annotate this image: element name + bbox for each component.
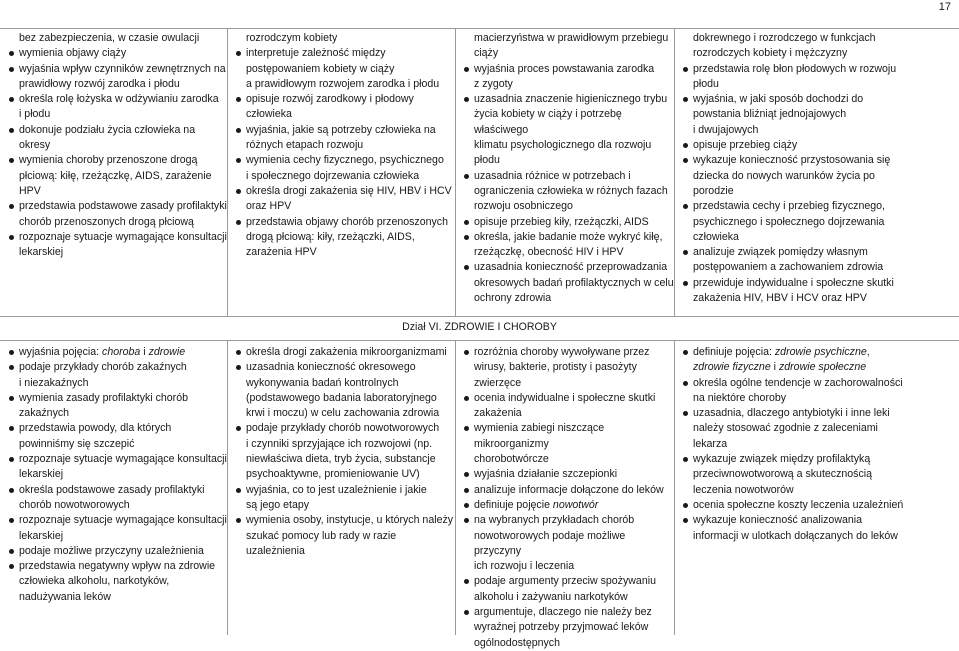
top-list <box>228 29 455 260</box>
list-item-continuation <box>5 498 227 513</box>
top-list <box>0 29 227 260</box>
list-item-continuation <box>679 123 959 138</box>
list-item-continuation <box>232 406 455 421</box>
item-text: określa ogólne tendencje w zachorowalności <box>693 376 903 389</box>
italic-term: zdrowie psychiczne <box>774 346 867 358</box>
item-text: oraz HPV <box>246 200 292 213</box>
bottom-list <box>456 341 674 651</box>
list-item <box>5 360 227 375</box>
item-text: zakażenia <box>474 407 522 420</box>
list-item <box>679 513 959 528</box>
item-text: wyjaśnia pojęcia: <box>19 346 103 358</box>
list-item-continuation <box>460 291 674 306</box>
list-item-continuation <box>679 391 959 406</box>
item-text: życia kobiety w ciąży i potrzebę właściwego <box>474 108 622 136</box>
item-text: nowotworowych podaje możliwe przyczyny <box>474 529 626 557</box>
item-text: wymienia cechy fizycznego, psychicznego <box>246 154 444 167</box>
list-item-continuation <box>679 291 959 306</box>
item-text: prawidłowy rozwój zarodka i płodu <box>19 77 180 90</box>
list-item-continuation <box>5 31 227 46</box>
bottom-list <box>0 341 227 605</box>
list-item-continuation <box>5 437 227 452</box>
item-text: rozróżnia choroby wywoływane przez <box>474 346 650 358</box>
item-text: porodzie <box>693 184 734 197</box>
item-text: i czynniki sprzyjające ich rozwojowi (np. <box>246 437 433 450</box>
list-item <box>679 498 959 513</box>
italic-term: nowotwór <box>552 498 599 511</box>
list-item-continuation <box>5 590 227 605</box>
list-item-continuation <box>460 559 674 574</box>
list-item <box>679 153 959 168</box>
list-item-continuation <box>5 184 227 199</box>
item-text: rozrodczych kobiety i mężczyzny <box>693 47 848 60</box>
page-number: 17 <box>938 1 951 13</box>
item-text: na niektóre choroby <box>693 391 787 404</box>
list-item-continuation <box>679 437 959 452</box>
list-item-continuation <box>5 529 227 544</box>
list-item <box>460 169 674 184</box>
item-text: bez zabezpieczenia, w czasie owulacji <box>19 32 200 44</box>
list-item <box>460 483 674 498</box>
item-text: wykonywania badań kontrolnych <box>246 376 399 389</box>
list-item-continuation <box>460 77 674 92</box>
list-item <box>679 92 959 107</box>
list-item-continuation <box>232 452 455 467</box>
list-item-continuation <box>232 77 455 92</box>
list-item <box>232 92 455 107</box>
item-text: wyjaśnia, w jaki sposób dochodzi do <box>693 93 864 106</box>
item-text: ograniczenia człowieka w różnych fazach <box>474 184 668 197</box>
list-item <box>232 483 455 498</box>
item-text: zakaźnych <box>19 407 70 420</box>
list-item <box>232 421 455 436</box>
list-item <box>460 574 674 589</box>
item-text: wyraźnej potrzeby przyjmować leków <box>474 621 649 634</box>
list-item <box>5 46 227 61</box>
item-text: wymienia zasady profilaktyki chorób <box>19 391 188 404</box>
italic-term: choroba <box>102 346 141 358</box>
list-item-continuation <box>232 245 455 260</box>
list-item-continuation <box>5 467 227 482</box>
bottom-list <box>675 341 959 544</box>
item-text: uzasadnia różnice w potrzebach i <box>474 169 631 182</box>
list-item-continuation <box>679 169 959 184</box>
item-text: wyjaśnia, jakie są potrzeby człowieka na <box>246 123 436 136</box>
item-text: analizuje informacje dołączone do leków <box>474 483 664 496</box>
section-divider-top <box>0 316 959 317</box>
item-text: przedstawia negatywny wpływ na zdrowie <box>19 560 216 573</box>
item-text: należy stosować zgodnie z zaleceniami <box>693 422 878 435</box>
bottom-column-4 <box>674 341 959 635</box>
list-item <box>679 376 959 391</box>
list-item-continuation <box>679 483 959 498</box>
list-item <box>232 123 455 138</box>
item-text: nadużywania leków <box>19 590 111 603</box>
item-text: opisuje przebieg kiły, rzeżączki, AIDS <box>474 215 649 228</box>
item-text: płodu <box>474 154 500 167</box>
item-text: postępowaniem kobiety w ciąży <box>246 62 395 75</box>
item-text: płciową: kiłę, rzeżączkę, AIDS, zarażenie <box>19 169 212 182</box>
list-item <box>232 46 455 61</box>
item-text: płodu <box>693 77 719 90</box>
item-text: psychicznego i społecznego dojrzewania <box>693 215 885 228</box>
list-item-continuation <box>460 529 674 560</box>
item-text: wymienia zabiegi niszczące mikroorganizmy <box>474 422 605 450</box>
list-item-continuation <box>460 620 674 635</box>
top-column-1 <box>0 29 227 317</box>
list-item <box>679 406 959 421</box>
item-text: dziecka do nowych warunków życia po <box>693 169 875 182</box>
item-text: powstania bliźniąt jednojajowych <box>693 108 847 121</box>
item-text: podaje przykłady chorób nowotworowych <box>246 422 440 435</box>
item-text: informacji w ulotkach dołączanych do leków <box>693 529 898 542</box>
item-text: interpretuje zależność między <box>246 47 386 60</box>
item-text: przewiduje indywidualne i społeczne skutki <box>693 276 894 289</box>
list-item-continuation <box>232 199 455 214</box>
item-text: ochrony zdrowia <box>474 292 552 305</box>
item-text: z zygoty <box>474 77 513 90</box>
item-text: rozwoju osobniczego <box>474 200 573 213</box>
item-text: lekarza <box>693 437 728 450</box>
item-text: uzasadnia konieczność okresowego <box>246 361 416 374</box>
list-item <box>5 391 227 406</box>
item-text: opisuje rozwój zarodkowy i płodowy <box>246 93 414 106</box>
item-text: drogą płciową: kiły, rzeżączki, AIDS, <box>246 230 415 243</box>
list-item-continuation <box>232 169 455 184</box>
list-item-continuation <box>460 276 674 291</box>
list-item-continuation <box>232 529 455 544</box>
item-text: wymienia choroby przenoszone drogą <box>19 154 198 167</box>
item-text: przedstawia powody, dla których <box>19 422 172 435</box>
list-item <box>5 230 227 245</box>
list-item <box>5 452 227 467</box>
bottom-column-2 <box>227 341 455 635</box>
item-text: przedstawia podstawowe zasady profilaktyki <box>19 200 227 213</box>
list-item-continuation <box>5 574 227 589</box>
item-text: określa drogi zakażenia mikroorganizmami <box>246 346 447 358</box>
list-item <box>460 92 674 107</box>
list-item <box>460 605 674 620</box>
top-list <box>675 29 959 306</box>
list-item <box>679 199 959 214</box>
list-item-continuation <box>460 360 674 375</box>
item-text: rzeżączkę, obecność HIV i HPV <box>474 246 624 259</box>
list-item-continuation <box>679 230 959 245</box>
list-item-continuation <box>460 138 674 153</box>
list-item <box>460 421 674 452</box>
list-item-continuation <box>679 107 959 122</box>
item-text: wyjaśnia wpływ czynników zewnętrznych na <box>19 62 226 75</box>
list-item-continuation <box>460 199 674 214</box>
list-item-continuation <box>232 376 455 391</box>
list-item-continuation <box>460 46 674 61</box>
list-item-continuation <box>5 77 227 92</box>
list-item <box>460 62 674 77</box>
list-item <box>5 153 227 168</box>
item-text: są jego etapy <box>246 498 310 511</box>
item-text: i płodu <box>19 108 51 121</box>
item-text: zakażenia HIV, HBV i HCV oraz HPV <box>693 292 867 305</box>
item-text: rozpoznaje sytuacje wymagające konsultacji <box>19 453 227 466</box>
list-item-continuation <box>5 245 227 260</box>
item-text: i <box>140 346 149 358</box>
bottom-table-section <box>0 340 959 649</box>
item-text: i społecznego dojrzewania człowieka <box>246 169 420 182</box>
top-list <box>456 29 674 306</box>
list-item-continuation <box>679 215 959 230</box>
list-item <box>232 215 455 230</box>
list-item-continuation <box>460 107 674 138</box>
item-text: rozpoznaje sytuacje wymagające konsultacji <box>19 230 227 243</box>
list-item-continuation <box>460 590 674 605</box>
item-text: dokonuje podziału życia człowieka na okresy <box>19 123 196 152</box>
item-text: ogólnodostępnych <box>474 636 560 649</box>
item-text: podaje argumenty przeciw spożywaniu <box>474 575 656 588</box>
item-text: (podstawowego badania laboratoryjnego <box>246 391 437 404</box>
item-text: zwierzęce <box>474 376 522 389</box>
list-item <box>5 92 227 107</box>
list-item-continuation <box>679 529 959 544</box>
item-text: definiuje pojęcia: <box>693 346 775 358</box>
top-column-4 <box>674 29 959 317</box>
list-item <box>460 345 674 360</box>
item-text: na wybranych przykładach chorób <box>474 514 635 527</box>
list-item-continuation <box>679 360 959 375</box>
item-text: ocenia indywidualne i społeczne skutki <box>474 391 656 404</box>
item-text: szukać pomocy lub rady w razie <box>246 529 397 542</box>
list-item <box>5 544 227 559</box>
item-text: człowieka <box>246 108 292 121</box>
item-text: uzasadnia konieczność przeprowadzania <box>474 261 668 274</box>
item-text: wymienia objawy ciąży <box>19 47 127 60</box>
item-text: człowieka <box>693 230 739 243</box>
item-text: lekarskiej <box>19 468 64 481</box>
bottom-column-3 <box>455 341 674 649</box>
list-item-continuation <box>5 169 227 184</box>
item-text: różnych etapach rozwoju <box>246 139 364 152</box>
italic-term: zdrowie <box>148 346 186 358</box>
italic-term: zdrowie społeczne <box>778 361 867 374</box>
list-item-continuation <box>460 245 674 260</box>
section-heading: Dział VI. ZDROWIE I CHOROBY <box>402 321 557 333</box>
item-text: i <box>770 361 779 374</box>
list-item-continuation <box>232 391 455 406</box>
item-text: ich rozwoju i leczenia <box>474 560 575 573</box>
list-item <box>679 345 959 360</box>
item-text: określa rolę łożyska w odżywianiu zarodka <box>19 93 219 106</box>
top-table-section <box>0 28 959 317</box>
top-column-3 <box>455 29 674 317</box>
item-text: macierzyństwa w prawidłowym przebiegu <box>474 32 669 44</box>
list-item <box>460 513 674 528</box>
item-text: analizuje związek pomiędzy własnym <box>693 246 868 259</box>
item-text: podaje przykłady chorób zakaźnych <box>19 361 187 374</box>
bottom-column-1 <box>0 341 227 635</box>
list-item-continuation <box>679 260 959 275</box>
item-text: lekarskiej <box>19 246 64 259</box>
list-item-continuation <box>679 46 959 61</box>
item-text: dokrewnego i rozrodczego w funkcjach <box>693 32 876 44</box>
list-item-continuation <box>460 184 674 199</box>
item-text: przedstawia rolę błon płodowych w rozwoju <box>693 62 897 75</box>
list-item <box>460 498 674 513</box>
item-text: przedstawia cechy i przebieg fizycznego, <box>693 200 885 213</box>
item-text: chorób przenoszonych drogą płciową <box>19 215 194 228</box>
top-column-2 <box>227 29 455 317</box>
item-text: wyjaśnia proces powstawania zarodka <box>474 62 655 75</box>
item-text: i dwujajowych <box>693 123 759 136</box>
item-text: uzależnienia <box>246 544 305 557</box>
list-item <box>5 559 227 574</box>
item-text: określa podstawowe zasady profilaktyki <box>19 483 205 496</box>
item-text: podaje możliwe przyczyny uzależnienia <box>19 544 204 557</box>
item-text: wykazuje związek między profilaktyką <box>693 453 871 466</box>
list-item <box>5 421 227 436</box>
item-text: uzasadnia, dlaczego antybiotyki i inne leki <box>693 407 890 420</box>
list-item <box>679 62 959 77</box>
item-text: zarażenia HPV <box>246 246 317 259</box>
item-text: przedstawia objawy chorób przenoszonych <box>246 215 448 228</box>
item-text: ciąży <box>474 47 499 60</box>
item-text: psychoaktywne, promieniowanie UV) <box>246 468 420 481</box>
list-item-continuation <box>5 107 227 122</box>
list-item-continuation <box>232 31 455 46</box>
list-item <box>5 199 227 214</box>
list-item <box>679 276 959 291</box>
item-text: uzasadnia znaczenie higienicznego trybu <box>474 93 668 106</box>
item-text: wyjaśnia, co to jest uzależnienie i jakie <box>246 483 427 496</box>
item-text: określa, jakie badanie może wykryć kiłę, <box>474 230 663 243</box>
list-item-continuation <box>460 31 674 46</box>
item-text: krwi i moczu) w celu zachowania zdrowia <box>246 407 440 420</box>
list-item <box>5 345 227 360</box>
list-item-continuation <box>679 31 959 46</box>
item-text: leczenia nowotworów <box>693 483 794 496</box>
list-item-continuation <box>679 184 959 199</box>
list-item-continuation <box>232 544 455 559</box>
list-item-continuation <box>232 107 455 122</box>
item-text: i niezakaźnych <box>19 376 89 389</box>
list-item <box>460 215 674 230</box>
item-text: wyjaśnia działanie szczepionki <box>474 468 618 481</box>
list-item-continuation <box>232 138 455 153</box>
list-item-continuation <box>232 498 455 513</box>
item-text: powinniśmy się szczepić <box>19 437 135 450</box>
list-item <box>5 483 227 498</box>
item-text: argumentuje, dlaczego nie należy bez <box>474 606 652 619</box>
list-item <box>232 513 455 528</box>
item-text: wykazuje konieczność analizowania <box>693 514 863 527</box>
item-text: ocenia społeczne koszty leczenia uzależnień <box>693 498 904 511</box>
list-item <box>5 123 227 154</box>
item-text: lekarskiej <box>19 529 64 542</box>
list-item-continuation <box>232 230 455 245</box>
item-text: chorób nowotworowych <box>19 498 130 511</box>
item-text: rozrodczym kobiety <box>246 32 338 44</box>
list-item <box>460 230 674 245</box>
item-text: wykazuje konieczność przystosowania się <box>693 154 891 167</box>
list-item <box>460 391 674 406</box>
list-item-continuation <box>5 376 227 391</box>
italic-term: zdrowie fizyczne <box>693 361 771 374</box>
list-item <box>679 138 959 153</box>
list-item <box>232 360 455 375</box>
list-item <box>232 153 455 168</box>
list-item <box>460 467 674 482</box>
list-item-continuation <box>679 421 959 436</box>
list-item-continuation <box>460 406 674 421</box>
item-text: człowieka alkoholu, narkotyków, <box>19 575 170 588</box>
item-text: , <box>866 346 870 358</box>
item-text: okresowych badań profilaktycznych w celu <box>474 276 674 289</box>
list-item <box>679 452 959 467</box>
item-text: alkoholu i zażywaniu narkotyków <box>474 590 628 603</box>
item-text: a prawidłowym rozwojem zarodka i płodu <box>246 77 440 90</box>
item-text: przeciwnowotworową a skutecznością <box>693 468 872 481</box>
list-item-continuation <box>5 406 227 421</box>
bottom-list <box>228 341 455 559</box>
list-item-continuation <box>232 62 455 77</box>
list-item-continuation <box>460 452 674 467</box>
list-item <box>232 184 455 199</box>
item-text: rozpoznaje sytuacje wymagające konsultacji <box>19 514 227 527</box>
list-item <box>232 345 455 360</box>
item-text: chorobotwórcze <box>474 453 549 466</box>
item-text: niewłaściwa dieta, tryb życia, substancje <box>246 453 436 466</box>
item-text: postępowaniem a zachowaniem zdrowia <box>693 261 884 274</box>
list-item-continuation <box>460 636 674 651</box>
item-text: HPV <box>19 184 41 197</box>
item-text: klimatu psychologicznego dla rozwoju <box>474 139 652 152</box>
list-item <box>679 245 959 260</box>
list-item-continuation <box>5 215 227 230</box>
list-item-continuation <box>460 376 674 391</box>
list-item <box>5 513 227 528</box>
list-item <box>460 260 674 275</box>
item-text: wymienia osoby, instytucje, u których należy <box>246 514 454 527</box>
item-text: definiuje pojęcie <box>474 498 553 511</box>
list-item-continuation <box>460 153 674 168</box>
list-item-continuation <box>232 467 455 482</box>
list-item-continuation <box>679 77 959 92</box>
item-text: określa drogi zakażenia się HIV, HBV i HCV <box>246 184 452 197</box>
item-text: wirusy, bakterie, protisty i pasożyty <box>474 361 637 374</box>
item-text: opisuje przebieg ciąży <box>693 139 798 152</box>
list-item-continuation <box>679 467 959 482</box>
list-item <box>5 62 227 77</box>
list-item-continuation <box>232 437 455 452</box>
